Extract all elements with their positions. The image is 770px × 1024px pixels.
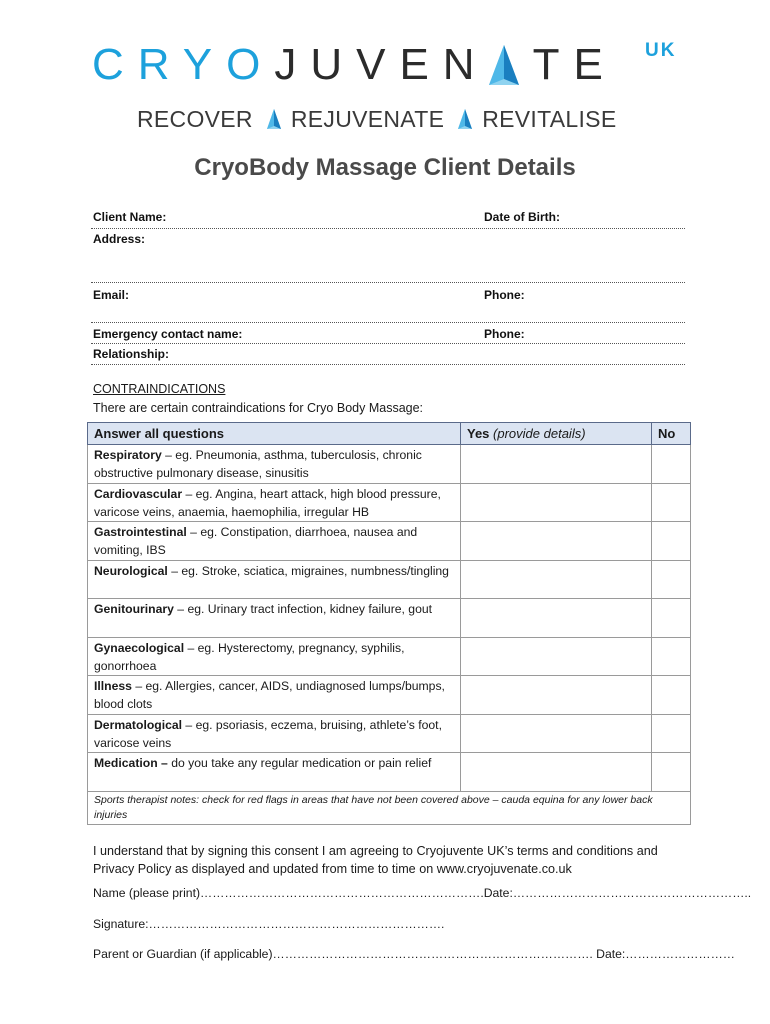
category-examples: – eg. psoriasis, eczema, bruising, athlete’s foot, varicose veins (94, 717, 442, 750)
yes-details-cell[interactable] (461, 445, 652, 484)
question-cell (88, 599, 461, 638)
no-cell[interactable] (652, 714, 691, 753)
consent-statement: I understand that by signing this consent I am agreeing to Cryojuvente UK’s terms and conditions and Privacy Policy as displayed and updated from time to time on www.cryojuvenate.co.uk (93, 844, 658, 876)
table-row (88, 676, 691, 715)
notes-row (88, 791, 691, 824)
address-field[interactable] (91, 229, 685, 283)
email-label: Email: (93, 288, 130, 302)
yes-details-cell[interactable] (461, 753, 652, 792)
client-name-field[interactable] (91, 206, 685, 229)
no-cell[interactable] (652, 560, 691, 599)
no-cell[interactable] (652, 753, 691, 792)
table-row (88, 560, 691, 599)
no-cell[interactable] (652, 637, 691, 676)
yes-details-cell[interactable] (461, 483, 652, 522)
category-examples: – eg. Angina, heart attack, high blood pressure, varicose veins, anaemia, haemophilia, irregular HB (94, 486, 441, 519)
page-title: CryoBody Massage Client Details (194, 154, 576, 181)
table-row (88, 599, 691, 638)
brand-juvenate-text: JUVEN (274, 40, 489, 89)
tagline-revitalise: REVITALISE (482, 105, 617, 132)
brand-cryo-text: CRYO (92, 40, 275, 89)
category-examples: – eg. Constipation, diarrhoea, nausea and vomiting, IBS (94, 525, 418, 557)
brand-uk-text: UK (645, 40, 677, 61)
tagline-rejuvenate: REJUVENATE (290, 105, 445, 132)
relationship-label: Relationship: (93, 347, 170, 361)
category-examples: – eg. Pneumonia, asthma, tuberculosis, chronic obstructive pulmonary disease, sinusitis (94, 448, 422, 480)
question-cell (88, 676, 461, 715)
yes-details-cell[interactable] (461, 676, 652, 715)
category-label: Illness (94, 679, 132, 693)
category-examples: – eg. Urinary tract infection, kidney failure, gout (173, 602, 433, 616)
brand-wordmark (92, 42, 617, 88)
table-row (88, 522, 691, 561)
table-row (88, 753, 691, 792)
therapist-notes[interactable]: Sports therapist notes: check for red flags in areas that have not been covered above – cauda equina for any lower back injuries (88, 791, 691, 824)
yes-details-cell[interactable] (461, 522, 652, 561)
table-row (88, 445, 691, 484)
yes-detail-label: (provide details) (493, 426, 586, 441)
category-examples: – eg. Stroke, sciatica, migraines, numbness/tingling (167, 563, 449, 578)
no-column-header: No (652, 423, 691, 445)
yes-details-cell[interactable] (461, 714, 652, 753)
phone-label: Phone: (484, 288, 525, 302)
relationship-field[interactable] (91, 344, 685, 365)
question-column-header: Answer all questions (88, 423, 461, 445)
yes-details-cell[interactable] (461, 637, 652, 676)
emergency-contact-label: Emergency contact name: (93, 327, 243, 341)
tagline-recover: RECOVER (137, 105, 253, 132)
contraindications-heading: CONTRAINDICATIONS (93, 382, 226, 396)
category-label: Medication – (94, 756, 168, 770)
table-row (88, 714, 691, 753)
client-name-label: Client Name: (93, 210, 167, 224)
question-cell (88, 483, 461, 522)
yes-details-cell[interactable] (461, 599, 652, 638)
no-cell[interactable] (652, 483, 691, 522)
category-label: Gynaecological (94, 640, 185, 655)
yes-details-cell[interactable] (461, 560, 652, 599)
table-row (88, 483, 691, 522)
brand-te-text: TE (532, 40, 617, 89)
no-cell[interactable] (652, 445, 691, 484)
brand-logo (0, 0, 770, 140)
category-label: Respiratory (94, 448, 162, 462)
yes-label: Yes (467, 426, 490, 441)
question-cell (88, 753, 461, 792)
category-examples: – eg. Allergies, cancer, AIDS, undiagnosed lumps/bumps, blood clots (94, 679, 445, 711)
mountain-peak-icon (489, 45, 519, 85)
category-examples: do you take any regular medication or pain relief (167, 756, 432, 770)
category-examples: – eg. Hysterectomy, pregnancy, syphilis, gonorrhoea (94, 640, 405, 673)
brand-tagline (137, 104, 616, 134)
signature-line[interactable]: Signature:………………………………………………………………. (93, 917, 445, 931)
contraindications-table (87, 422, 691, 825)
question-cell (88, 445, 461, 484)
table-row (88, 637, 691, 676)
yes-column-header (461, 423, 652, 445)
email-field[interactable] (91, 283, 685, 323)
emergency-contact-field[interactable] (91, 323, 685, 344)
question-cell (88, 560, 461, 599)
category-label: Cardiovascular (94, 486, 183, 501)
no-cell[interactable] (652, 522, 691, 561)
address-label: Address: (93, 232, 146, 246)
question-cell (88, 714, 461, 753)
no-cell[interactable] (652, 599, 691, 638)
emergency-phone-label: Phone: (484, 327, 525, 341)
question-cell (88, 522, 461, 561)
name-date-line[interactable]: Name (please print)…………………………………………………………….Date:………………………………………………….. (93, 886, 752, 900)
mountain-peak-icon (458, 109, 472, 129)
category-label: Genitourinary (94, 602, 174, 616)
table-header-row (88, 423, 691, 445)
category-label: Neurological (94, 563, 168, 578)
mountain-peak-icon (267, 109, 281, 129)
guardian-date-line[interactable]: Parent or Guardian (if applicable)……………………………………………………………………. Date:……………………… (93, 947, 735, 961)
no-cell[interactable] (652, 676, 691, 715)
contraindications-intro: There are certain contraindications for Cryo Body Massage: (93, 401, 424, 415)
category-label: Dermatological (94, 717, 183, 732)
dob-label: Date of Birth: (484, 210, 560, 224)
category-label: Gastrointestinal (94, 525, 187, 539)
question-cell (88, 637, 461, 676)
